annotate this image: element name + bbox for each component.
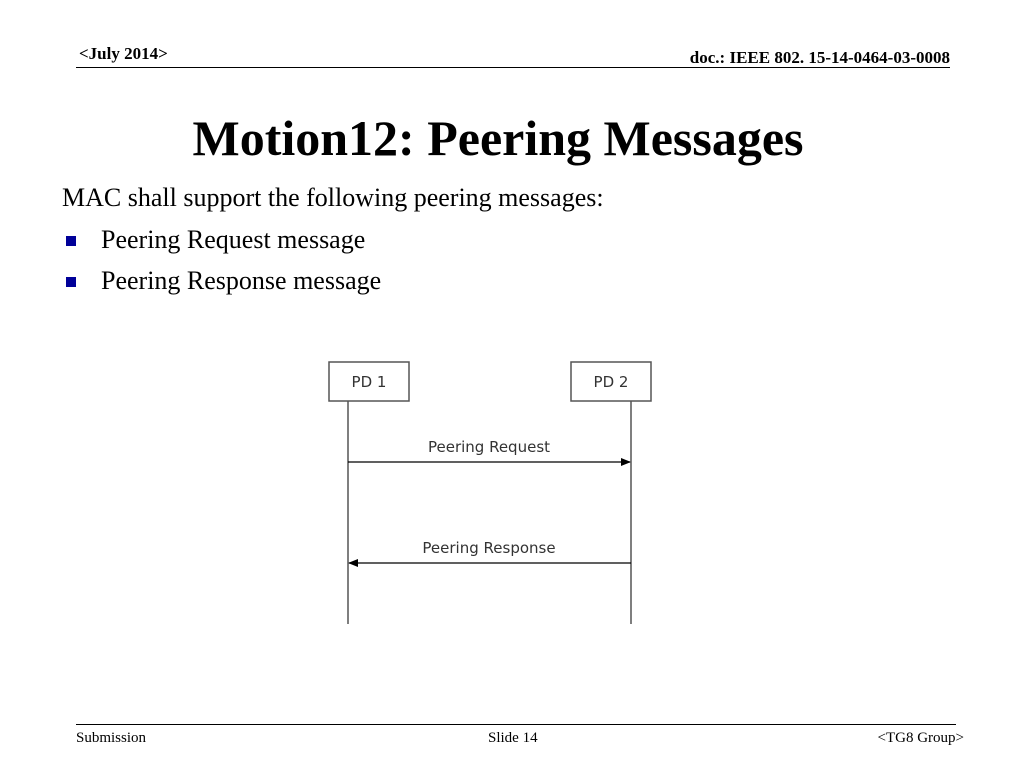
intro-text: MAC shall support the following peering messages: xyxy=(62,183,604,212)
message-label-request: Peering Request xyxy=(427,438,551,456)
slide-title: Motion12: Peering Messages xyxy=(192,110,804,166)
footer-divider xyxy=(76,724,956,725)
message-label-response: Peering Response xyxy=(422,539,556,557)
bullet-text: Peering Request message xyxy=(101,225,366,254)
header-date: <July 2014> xyxy=(79,44,168,63)
participant-label-pd1: PD 1 xyxy=(351,373,387,391)
bullet-text: Peering Response message xyxy=(101,266,382,295)
header-doc-id: doc.: IEEE 802. 15-14-0464-03-0008 xyxy=(689,48,950,67)
footer-submission: Submission xyxy=(76,730,147,746)
participant-label-pd2: PD 2 xyxy=(593,373,629,391)
footer-group: <TG8 Group> xyxy=(877,730,964,746)
footer-slide-number: Slide 14 xyxy=(488,730,538,746)
